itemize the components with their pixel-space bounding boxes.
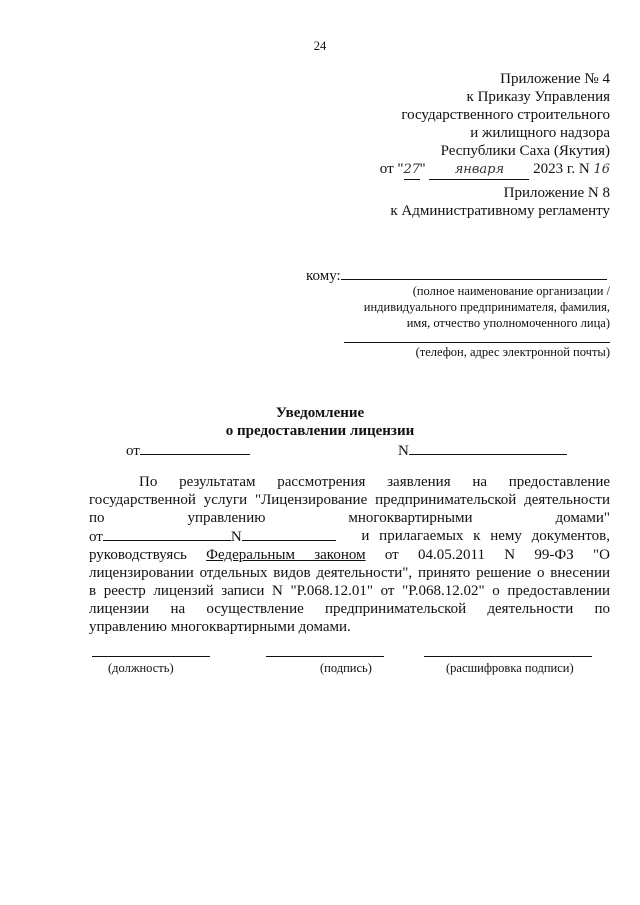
annex8-title: Приложение N 8 xyxy=(503,185,610,201)
document-title xyxy=(0,404,640,440)
annex4-line3: государственного строительного xyxy=(401,107,610,123)
title-date-row xyxy=(126,441,250,460)
annex4-line5: Республики Саха (Якутия) xyxy=(440,143,610,159)
annex4-date-line xyxy=(310,160,610,180)
date-number: 16 xyxy=(593,162,610,177)
recipient-hint-4: (телефон, адрес электронной почты) xyxy=(415,345,610,359)
recipient-hint-3: имя, отчество уполномоченного лица) xyxy=(406,316,610,330)
title-from-label: от xyxy=(126,443,140,459)
body-line-4: от N и прилагаемых к нему документов, xyxy=(89,528,610,545)
body-date-field[interactable] xyxy=(103,527,231,541)
federal-law-link[interactable]: Федеральным законом xyxy=(206,547,366,563)
title-number-label: N xyxy=(398,443,409,459)
page-number: 24 xyxy=(313,39,327,53)
title-date-field[interactable] xyxy=(140,441,250,455)
annex4-line2: к Приказу Управления xyxy=(466,89,610,105)
annex8-block xyxy=(310,184,610,220)
body-line-8: лицензии на осуществление предпринимательской деятельности по xyxy=(89,601,611,617)
recipient-hint-1: (полное наименование организации / xyxy=(412,284,610,298)
contact-field[interactable] xyxy=(344,342,610,343)
recipient-field[interactable] xyxy=(341,265,607,280)
date-prefix: от " xyxy=(379,161,404,177)
annex4-block xyxy=(310,70,610,180)
date-month: января xyxy=(429,161,529,180)
signature-caption: (подпись) xyxy=(320,661,372,675)
title-number-row xyxy=(398,441,567,460)
annex4-title: Приложение № 4 xyxy=(500,71,610,87)
body-text xyxy=(89,473,610,636)
date-day: 27 xyxy=(404,161,420,180)
decoding-line[interactable] xyxy=(424,656,592,657)
date-year: 2023 г. N xyxy=(533,161,590,177)
body-line-1: По результатам рассмотрения заявления на предоставление xyxy=(139,474,611,490)
recipient-hint-2: индивидуального предпринимателя, фамилия, xyxy=(363,300,610,314)
recipient-hints xyxy=(310,283,610,331)
body-line-6: лицензировании отдельных видов деятельности", принято решение о внесении xyxy=(89,565,610,581)
signature-line[interactable] xyxy=(266,656,384,657)
title-number-field[interactable] xyxy=(409,441,567,455)
position-caption: (должность) xyxy=(108,661,174,675)
body-number-field[interactable] xyxy=(242,527,336,541)
date-mid: " xyxy=(419,161,426,177)
position-line[interactable] xyxy=(92,656,210,657)
recipient-label: кому: xyxy=(306,268,341,284)
body-line-9: управлению многоквартирными домами. xyxy=(89,619,351,635)
annex4-line4: и жилищного надзора xyxy=(470,125,610,141)
body-line-7: в реестр лицензий записи N "Р.068.12.01" от "Р.068.12.02" о предоставлении xyxy=(89,583,610,599)
decoding-caption: (расшифровка подписи) xyxy=(446,661,574,675)
body-line-5: руководствуясь Федеральным законом от 04.05.2011 N 99-ФЗ "О xyxy=(89,547,611,563)
body-line-2: государственной услуги "Лицензирование предпринимательской деятельности xyxy=(89,492,610,508)
body-line-3: по управлению многоквартирными домами" xyxy=(89,510,611,526)
annex8-line2: к Административному регламенту xyxy=(390,203,610,219)
title-line-1: Уведомление xyxy=(275,405,365,421)
title-line-2: о предоставлении лицензии xyxy=(225,423,415,439)
recipient-row xyxy=(306,265,610,285)
